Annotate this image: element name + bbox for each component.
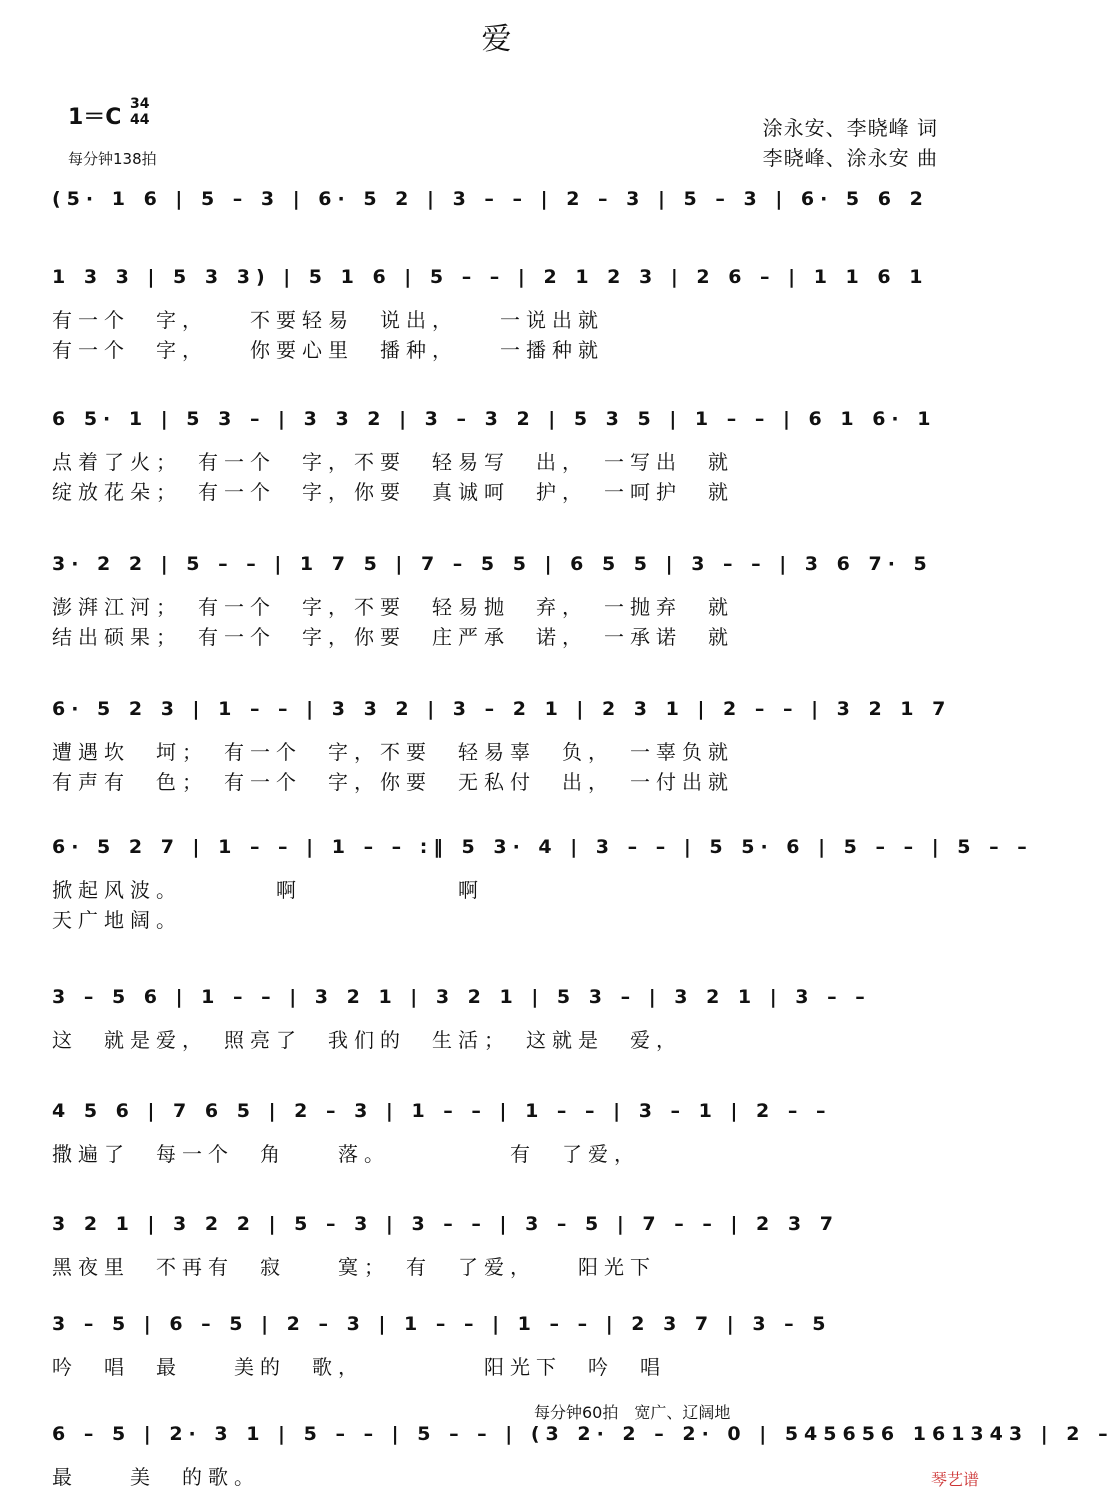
notes-text: 3· 2 2 | 5 – – | 1 7 5 | 7 – 5 5 | 6 5 5 | 3 – – | 3 6 7· 5 — [52, 553, 933, 575]
notation-row — [52, 690, 952, 730]
tempo-marking: 每分钟138拍 — [68, 150, 157, 168]
lyric-row: 天广地阔。 — [52, 908, 182, 932]
lyric-row: 有一个 字， 你要心里 播种， 一播种就 — [52, 338, 604, 362]
lyric-row: 掀起风波。 啊 啊 — [52, 878, 484, 902]
lyric-row: 遭遇坎 坷； 有一个 字，不要 轻易辜 负， 一辜负就 — [52, 740, 734, 764]
notation-row — [52, 1415, 1114, 1455]
notes-text: 1 3 3 | 5 3 3) | 5 1 6 | 5 – – | 2 1 2 3 | 2 6 – | 1 1 6 1 — [52, 266, 929, 288]
meter-bottom: 44 — [130, 112, 150, 128]
notation-row — [52, 258, 942, 298]
lyricist-credit: 涂永安、李晓峰 词 — [762, 116, 938, 140]
lyric-row: 吟 唱 最 美的 歌， 阳光下 吟 唱 — [52, 1355, 666, 1379]
notes-text: 3 – 5 6 | 1 – – | 3 2 1 | 3 2 1 | 5 3 – | 3 2 1 | 3 – – — [52, 986, 871, 1008]
time-signature — [130, 96, 150, 128]
song-title: 爱 — [481, 22, 512, 57]
lyric-row: 这 就是爱， 照亮了 我们的 生活； 这就是 爱， — [52, 1028, 682, 1052]
watermark: 琴艺谱 — [930, 1470, 979, 1489]
notes-text: 6 – 5 | 2· 3 1 | 5 – – | 5 – – | (3 2· 2 – 2· 0 | 545656 161343 | 2 – — [52, 1423, 1114, 1445]
notation-row — [52, 978, 942, 1018]
composer-credit: 李晓峰、涂永安 曲 — [762, 146, 938, 170]
lyric-row: 点着了火； 有一个 字，不要 轻易写 出， 一写出 就 — [52, 450, 734, 474]
notation-row — [52, 1205, 942, 1245]
notes-text: 6 5· 1 | 5 3 – | 3 3 2 | 3 – 3 2 | 5 3 5 | 1 – – | 6 1 6· 1 — [52, 408, 937, 430]
lyric-row: 结出硕果； 有一个 字，你要 庄严承 诺， 一承诺 就 — [52, 625, 734, 649]
notes-text: 3 2 1 | 3 2 2 | 5 – 3 | 3 – – | 3 – 5 | 7 – – | 2 3 7 — [52, 1213, 839, 1235]
notation-row — [52, 545, 942, 585]
lyric-row: 最 美 的歌。 — [52, 1465, 260, 1489]
notation-row — [52, 1305, 942, 1345]
notes-text: 6· 5 2 3 | 1 – – | 3 3 2 | 3 – 2 1 | 2 3 1 | 2 – – | 3 2 1 7 — [52, 698, 952, 720]
lyric-row: 有声有 色； 有一个 字，你要 无私付 出， 一付出就 — [52, 770, 734, 794]
notation-row — [52, 180, 942, 220]
notation-row — [52, 400, 942, 440]
lyric-row: 有一个 字， 不要轻易 说出， 一说出就 — [52, 308, 604, 332]
notation-row — [52, 1092, 942, 1132]
notes-text: 6· 5 2 7 | 1 – – | 1 – – :‖ 5 3· 4 | 3 – – | 5 5· 6 | 5 – – | 5 – – — [52, 836, 1033, 858]
meter-top: 34 — [130, 96, 150, 112]
notes-text: (5· 1 6 | 5 – 3 | 6· 5 2 | 3 – – | 2 – 3 | 5 – 3 | 6· 5 6 2 — [52, 188, 929, 210]
notation-row — [52, 828, 1033, 868]
notes-text: 4 5 6 | 7 6 5 | 2 – 3 | 1 – – | 1 – – | 3 – 1 | 2 – – — [52, 1100, 832, 1122]
lyric-row: 绽放花朵； 有一个 字，你要 真诚呵 护， 一呵护 就 — [52, 480, 734, 504]
lyric-row: 澎湃江河； 有一个 字，不要 轻易抛 弃， 一抛弃 就 — [52, 595, 734, 619]
tempo-marking-2: 每分钟60拍 宽广、辽阔地 — [534, 1403, 731, 1422]
notes-text: 3 – 5 | 6 – 5 | 2 – 3 | 1 – – | 1 – – | 2 3 7 | 3 – 5 — [52, 1313, 832, 1335]
lyric-row: 撒遍了 每一个 角 落。 有 了爱， — [52, 1142, 640, 1166]
key-signature: 1＝C — [68, 105, 122, 130]
lyric-row: 黑夜里 不再有 寂 寞； 有 了爱， 阳光下 — [52, 1255, 656, 1279]
